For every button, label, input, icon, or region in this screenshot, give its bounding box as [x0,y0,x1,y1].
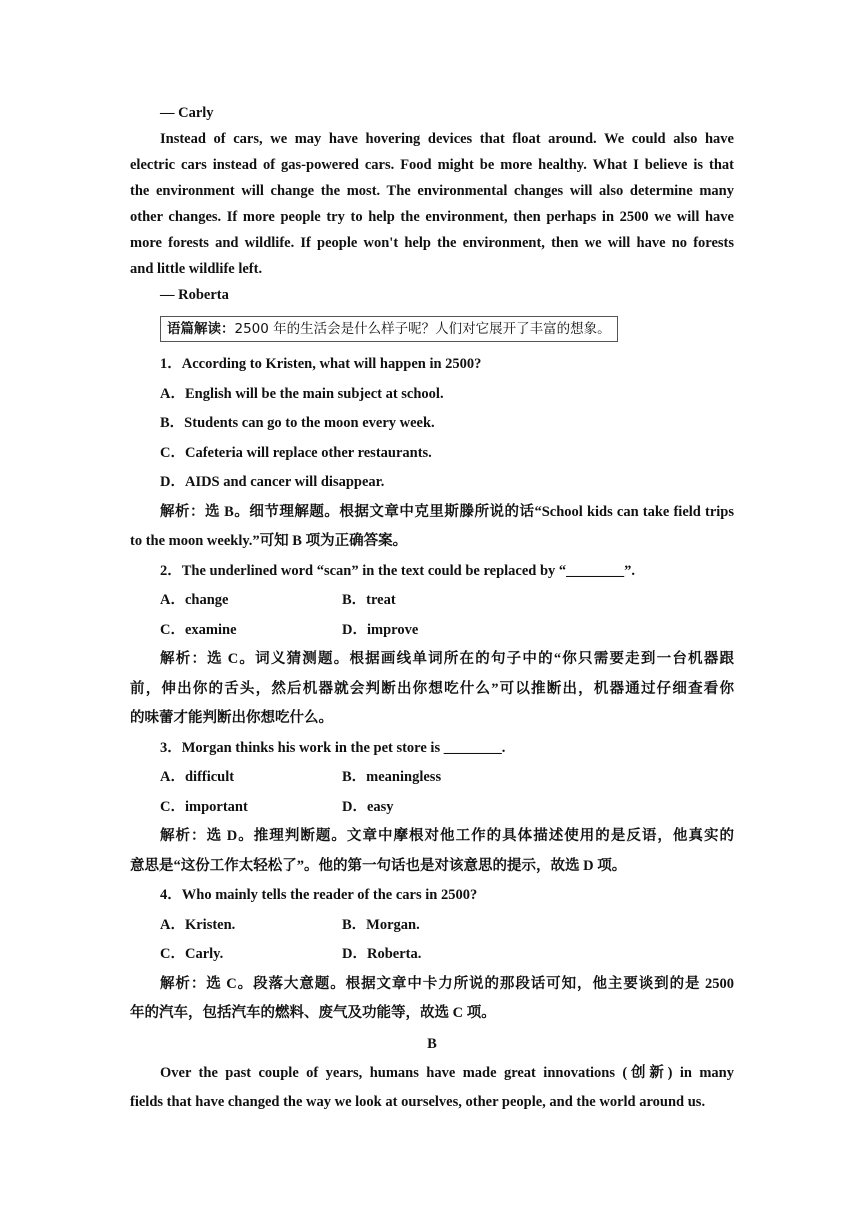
paragraph-line: more forests and wildlife. If people won't help the environment, then we will have no forests [130,235,734,251]
options-row [130,616,734,646]
option-b: B．treat [342,592,396,608]
question-stem: 1．According to Kristen, what will happen in 2500? [160,356,482,372]
paragraph-line: and little wildlife left. [130,261,263,277]
analysis-line: 前，伸出你的舌头，然后机器就会判断出你想吃什么”可以推断出，机器通过仔细查看你 [130,680,734,697]
analysis-line: 意思是“这份工作太轻松了”。他的第一句话也是对该意思的提示，故选 D 项。 [130,857,627,874]
document-page [130,100,734,1118]
analysis-line: to the moon weekly.”可知 B 项为正确答案。 [130,533,408,549]
option-a: A．difficult [160,769,235,785]
analysis-line: 解析：选 B。细节理解题。根据文章中克里斯滕所说的话“School kids can take field trips [160,503,734,520]
options-row [130,793,734,823]
options-row [130,586,734,616]
paragraph-roberta [130,126,734,282]
analysis-line: 的味蕾才能判断出你想吃什么。 [130,710,333,726]
paragraph-line: fields that have changed the way we look at ourselves, other people, and the world around us. [130,1094,706,1110]
signature-roberta: — Roberta [160,287,229,303]
option-c: C．important [160,798,248,815]
section-heading-b: B [427,1035,437,1052]
summary-box [160,316,618,342]
option-b: B．Morgan. [342,916,420,933]
analysis-line: 解析：选 C。段落大意题。根据文章中卡力所说的那段话可知，他主要谈到的是 2500 [160,975,734,992]
paragraph-line: Over the past couple of years, humans have made great innovations (创新) in many [160,1064,734,1081]
question-3 [130,734,734,882]
option-a: A．English will be the main subject at school. [160,385,444,402]
options-row [130,763,734,793]
option-c: C．Carly. [160,946,224,962]
paragraph-line: the environment will change the most. The environmental changes will also determine many [130,183,734,199]
analysis-line: 年的汽车，包括汽车的燃料、废气及功能等，故选 C 项。 [130,1005,496,1021]
paragraph-line: Instead of cars, we may have hovering devices that float around. We could also have [160,131,734,147]
signature-carly: — Carly [160,105,214,121]
question-stem: 3．Morgan thinks his work in the pet store is ________. [160,739,506,756]
option-a: A．Kristen. [160,916,236,933]
paragraph-line: electric cars instead of gas-powered cars. Food might be more healthy. What I believe is that [130,157,734,173]
paragraph-line: other changes. If more people try to help the environment, then perhaps in 2500 we will have [130,209,734,225]
options-row [130,940,734,970]
question-1 [130,350,734,557]
option-c: C．Cafeteria will replace other restaurants. [160,444,432,461]
option-c: C．examine [160,621,237,638]
option-d: D．Roberta. [342,946,422,962]
question-stem: 4．Who mainly tells the reader of the cars in 2500? [160,887,478,903]
option-d: D．easy [342,798,394,815]
summary-text: 2500 年的生活会是什么样子呢？人们对它展开了丰富的想象。 [234,321,611,337]
option-a: A．change [160,592,229,608]
option-d: D．AIDS and cancer will disappear. [160,474,385,490]
question-2 [130,557,734,734]
option-b: B．meaningless [342,769,442,785]
analysis-line: 解析：选 C。词义猜测题。根据画线单词所在的句子中的“你只需要走到一台机器跟 [160,651,734,667]
options-row [130,911,734,941]
analysis-line: 解析：选 D。推理判断题。文章中摩根对他工作的具体描述使用的是反语，他真实的 [160,828,734,844]
option-d: D．improve [342,621,419,638]
question-4 [130,881,734,1029]
question-stem: 2．The underlined word “scan” in the text could be replaced by “________”. [160,562,636,579]
option-b: B．Students can go to the moon every week. [160,415,435,431]
summary-label: 语篇解读： [167,321,235,337]
